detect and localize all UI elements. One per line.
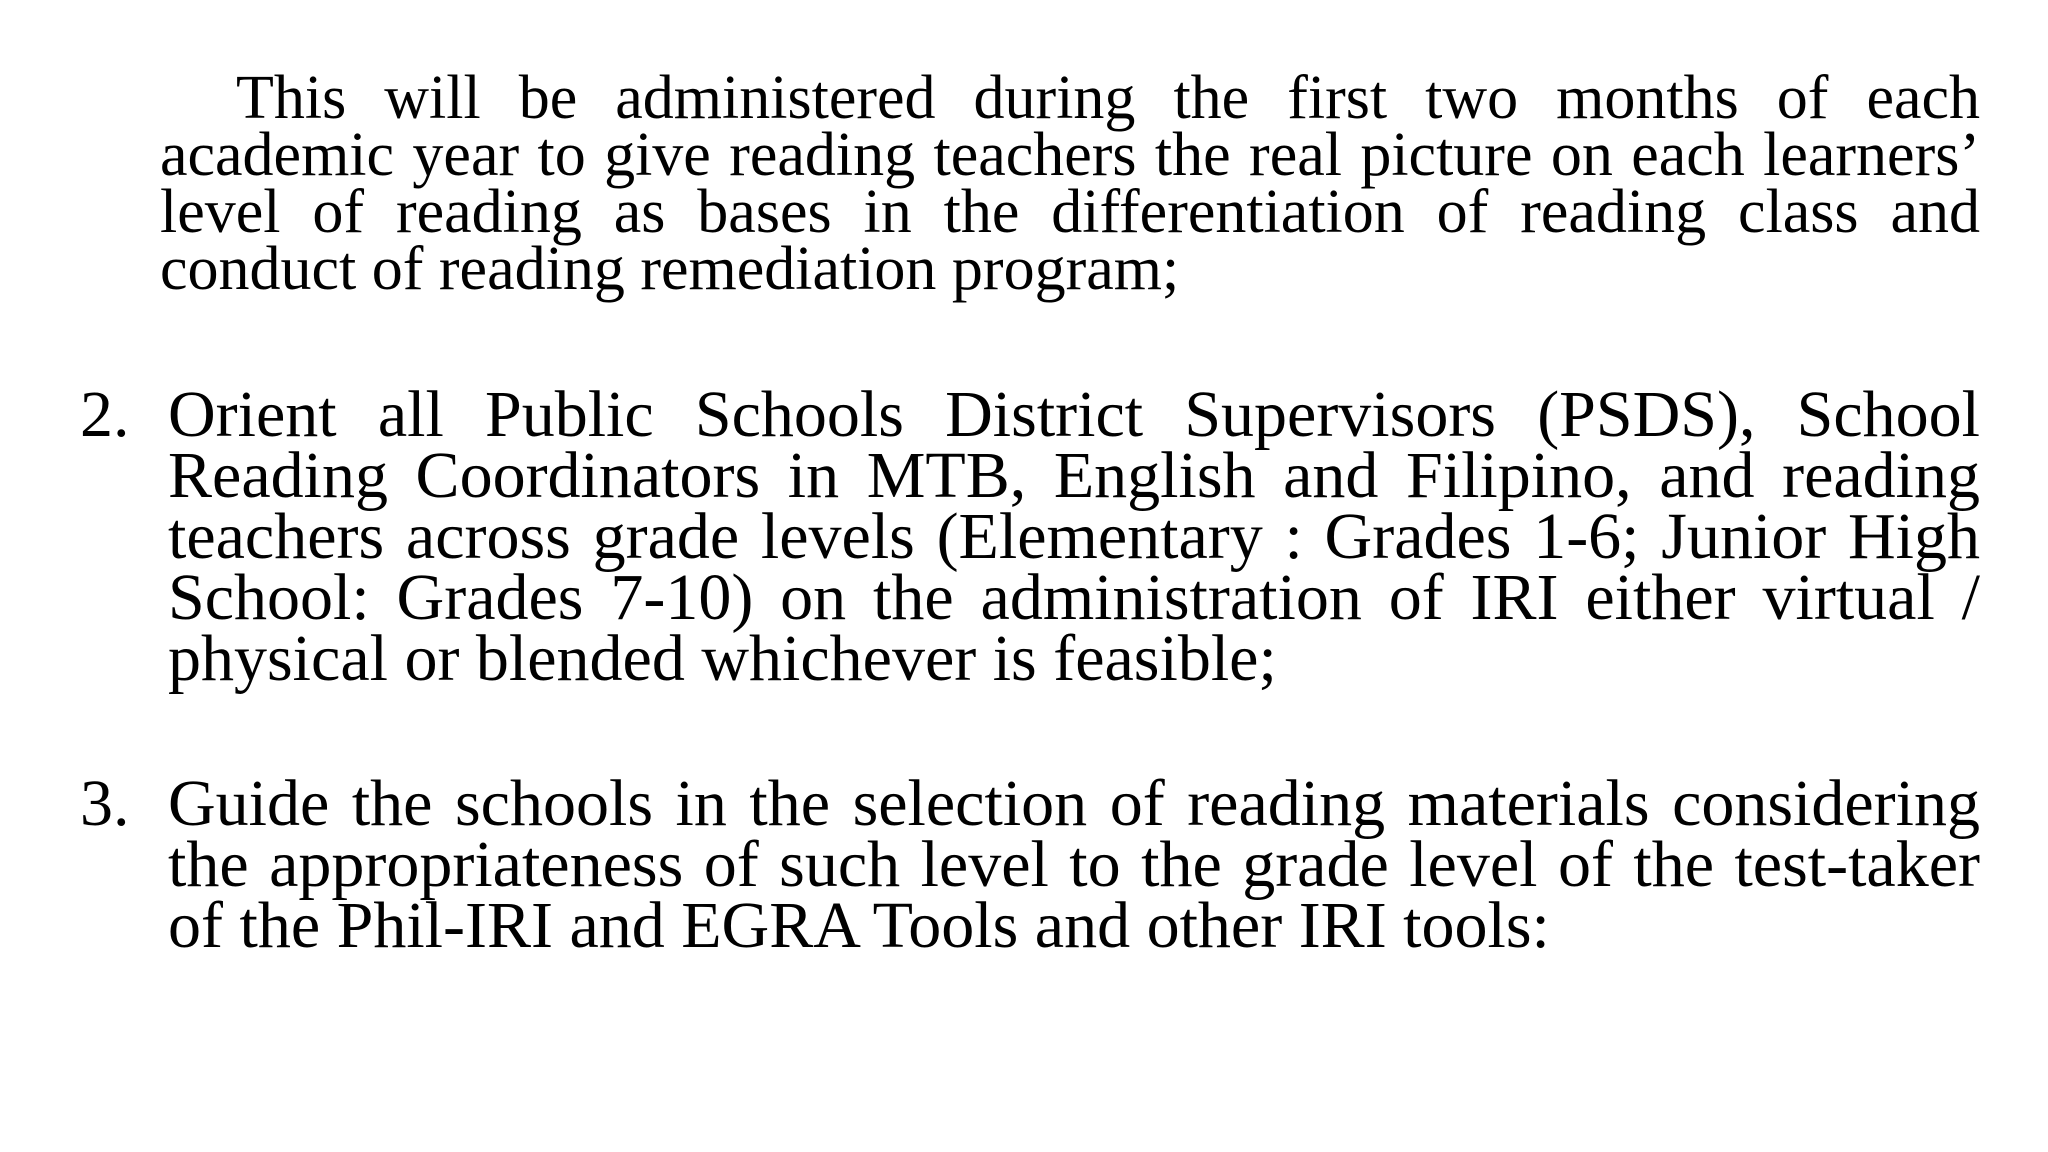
item-number: 3. [80,767,130,840]
intro-paragraph: This will be administered during the first two months of each academic year to give reading teachers the real picture on each learners’ level of reading as bases in the differentiation of reading class and conduct of reading remediation program; [160,64,1980,303]
list-item-2 [80,378,1980,695]
item-text: Orient all Public Schools District Supervisors (PSDS), School Reading Coordinators in MTB, English and Filipino, and reading teachers across grade levels (Elementary : Grades 1-6; Junior High School: Grades 7-10) on the administration of IRI either virtual / physical or blended whichever is feasible; [168,378,1980,695]
list-item-3 [80,767,1980,962]
item-text: Guide the schools in the selection of reading materials considering the appropriateness of such level to the grade level of the test-taker of the Phil-IRI and EGRA Tools and other IRI tools: [168,767,1980,962]
item-number: 2. [80,378,130,451]
